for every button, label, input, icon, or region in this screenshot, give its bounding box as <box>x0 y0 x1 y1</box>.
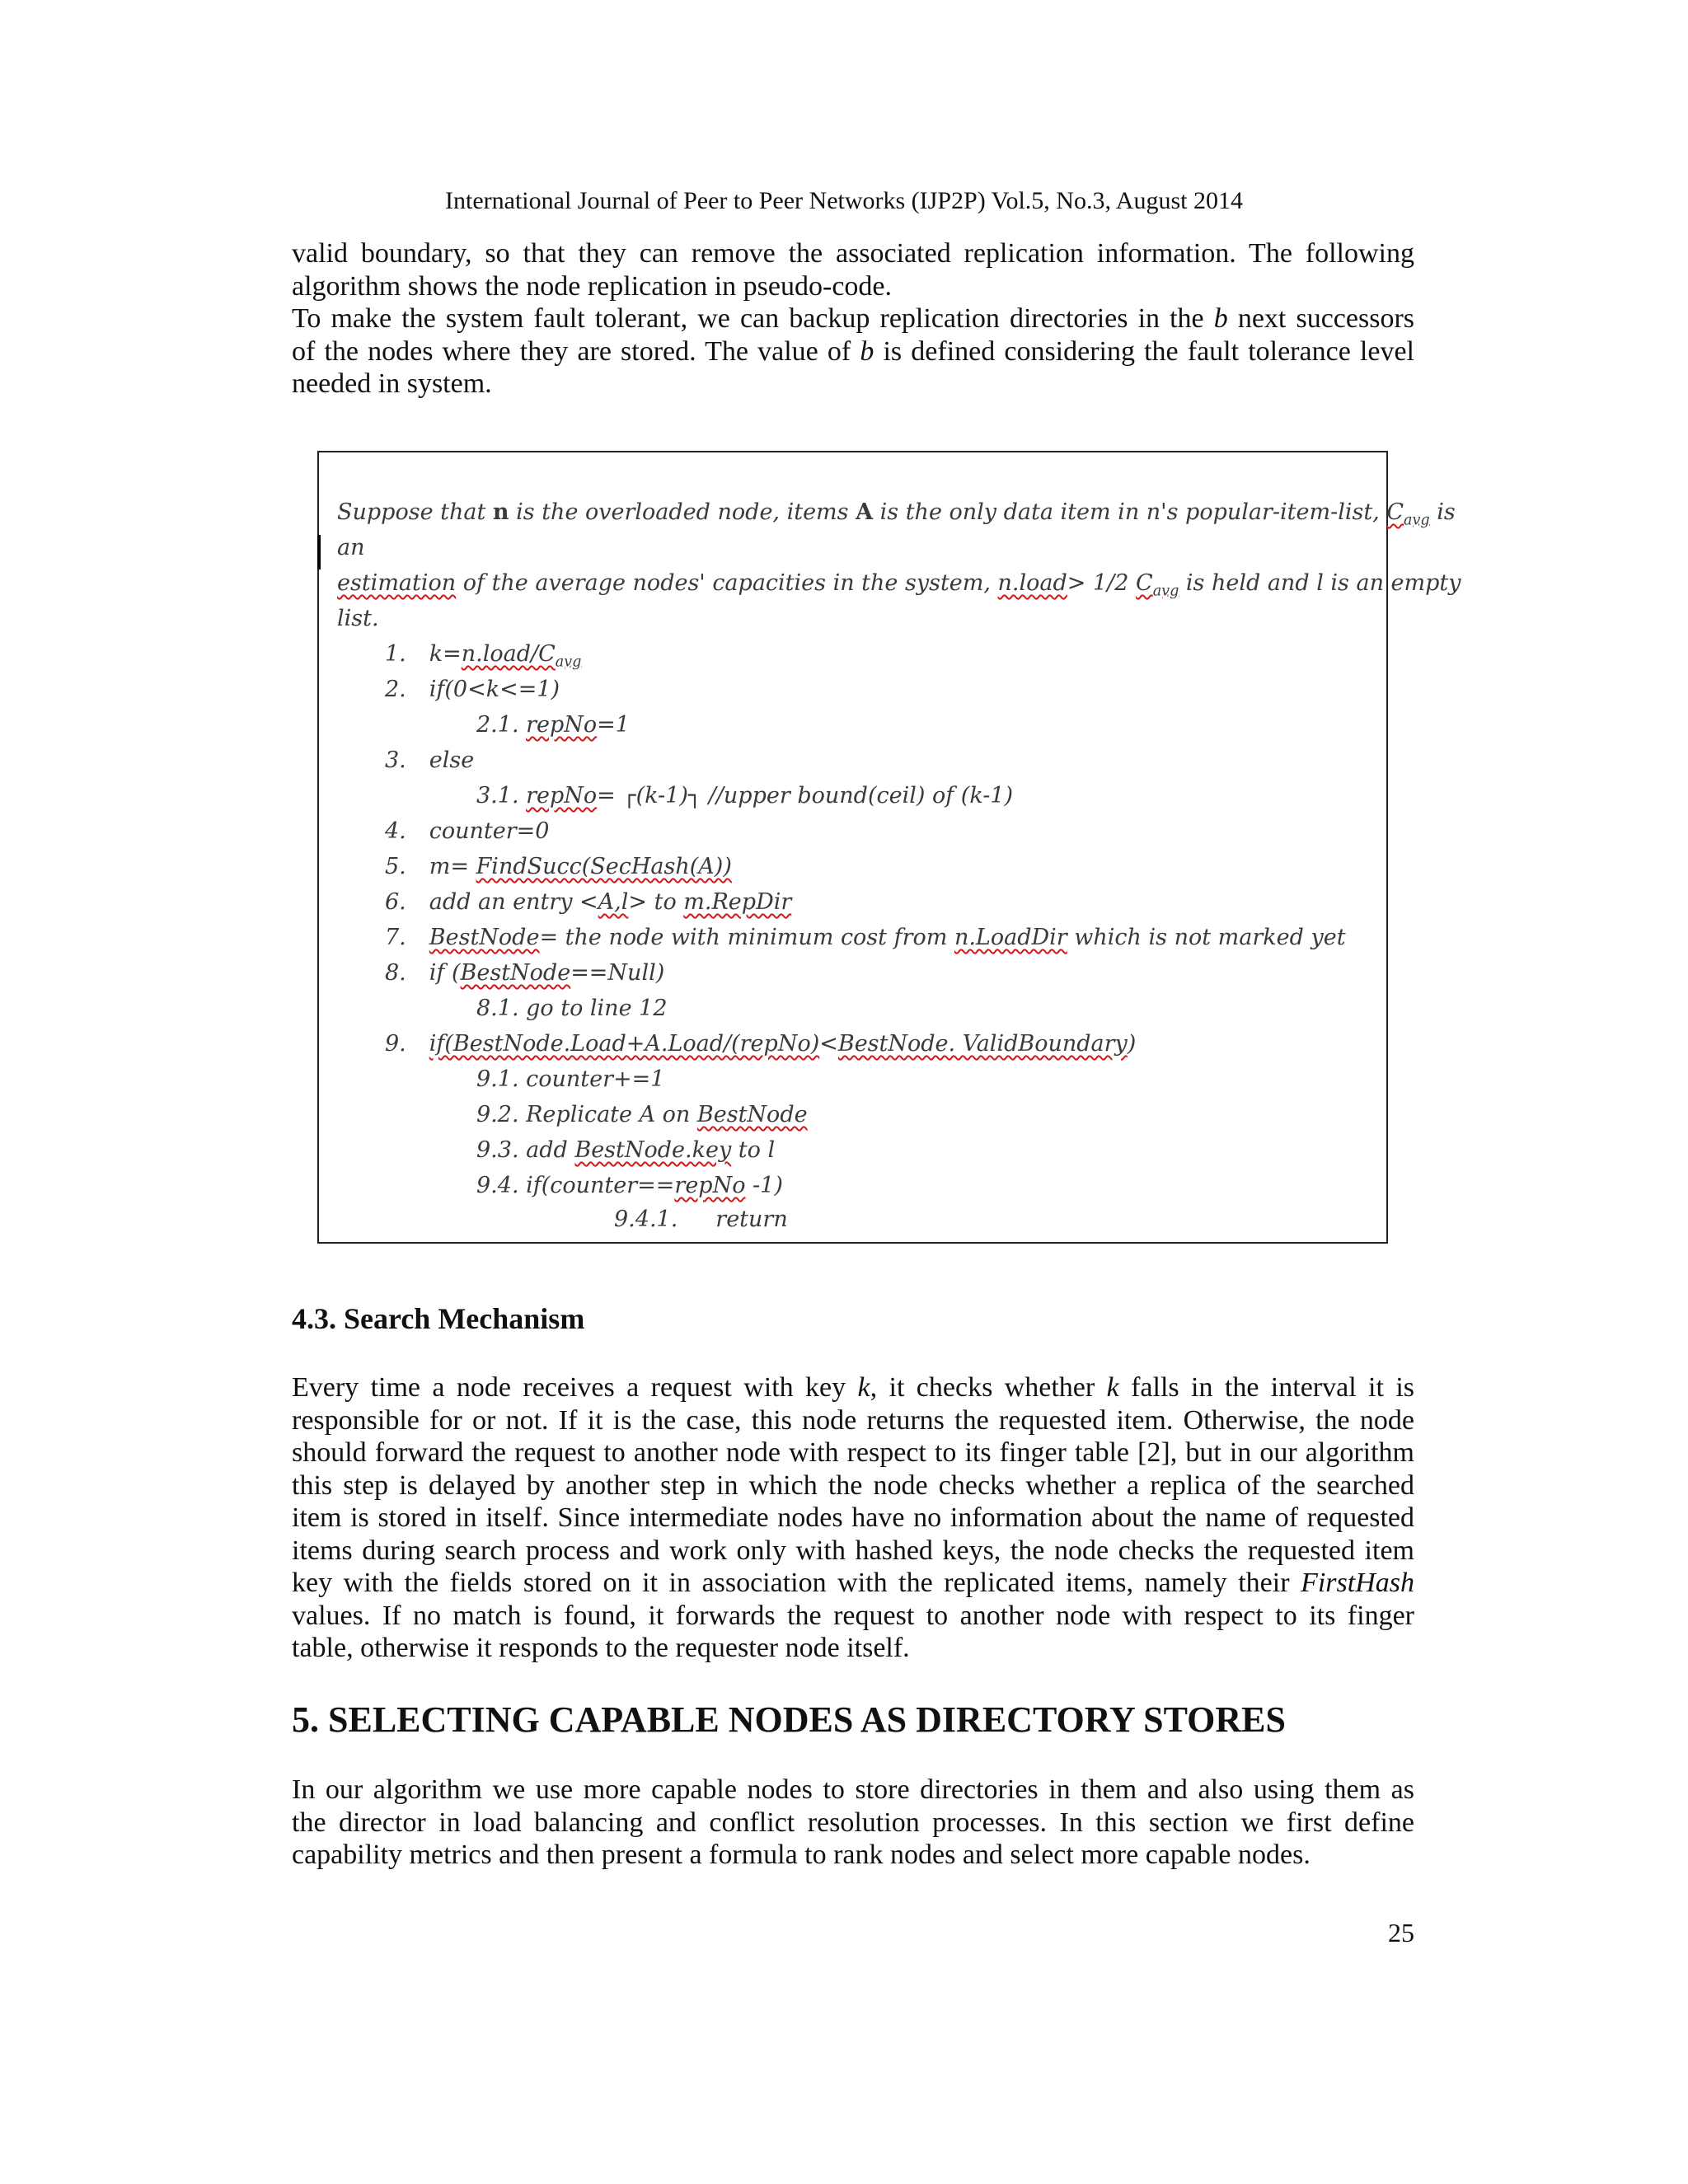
running-header: International Journal of Peer to Peer Networks (IJP2P) Vol.5, No.3, August 2014 <box>445 187 1243 214</box>
intro-line-1: valid boundary, so that they can remove the associated replication information. The following <box>292 238 1414 269</box>
algo-premise-line-1: Suppose that n is the overloaded node, items A is the only data item in n's popular-item-list, $C_{avg}$ is <box>337 499 1456 529</box>
algo-premise-line-2: an <box>337 535 365 560</box>
text-cursor <box>317 535 321 569</box>
intro-line-2: algorithm shows the node replication in pseudo-code. <box>292 270 892 302</box>
s43-line-9: table, otherwise it responds to the requester node itself. <box>292 1633 910 1663</box>
page-number: 25 <box>1388 1918 1414 1947</box>
s5-line-1: In our algorithm we use more capable nodes to store directories in them and also using them as <box>292 1774 1414 1805</box>
algo-step-5: 5. m= FindSucc(SecHash(A)) <box>385 854 732 879</box>
s43-line-7: key with the fields stored on it in association with the replicated items, namely their FirstHash <box>292 1568 1414 1598</box>
intro-paragraph <box>292 237 1414 401</box>
algo-step-2-1: 2.1. repNo=1 <box>476 712 630 738</box>
s5-line-3: capability metrics and then present a formula to rank nodes and select more capable nodes. <box>292 1840 1311 1870</box>
algo-step-8: 8. if (BestNode==Null) <box>385 960 665 986</box>
algo-step-7: 7. BestNode= the node with minimum cost from n.LoadDir which is not marked yet <box>385 925 1346 950</box>
algo-step-8-1: 8.1. go to line 12 <box>476 996 668 1021</box>
algo-step-9-4-1: 9.4.1. return <box>614 1207 788 1232</box>
algo-step-6: 6. add an entry <A,l> to m.RepDir <box>385 889 792 915</box>
algo-step-9-4: 9.4. if(counter==repNo -1) <box>476 1173 783 1198</box>
s43-line-2: responsible for or not. If it is the case, this node returns the requested item. Otherwise, the node <box>292 1404 1414 1436</box>
section-5-heading: 5. SELECTING CAPABLE NODES AS DIRECTORY STORES <box>292 1699 1286 1740</box>
s43-line-8: values. If no match is found, it forwards the request to another node with respect to its finger <box>292 1600 1414 1631</box>
intro-line-4: of the nodes where they are stored. The value of b is defined considering the fault tolerance level <box>292 335 1414 367</box>
s43-line-3: should forward the request to another node with respect to its finger table [2], but in our algorithm <box>292 1437 1414 1468</box>
algo-step-2: 2. if(0<k<=1) <box>385 677 560 702</box>
algo-step-1: 1. $k=n.load/C_{avg}$ <box>385 641 582 671</box>
algo-premise-line-4: list. <box>337 606 379 631</box>
s43-line-5: item is stored in itself. Since intermediate nodes have no information about the name of requested <box>292 1502 1414 1533</box>
algo-step-9-1: 9.1. counter+=1 <box>476 1066 665 1092</box>
s43-line-4: this step is delayed by another step in which the node checks whether a replica of the searched <box>292 1469 1414 1501</box>
algo-step-3: 3. else <box>385 748 475 773</box>
s43-line-6: items during search process and work only with hashed keys, the node checks the requested item <box>292 1535 1414 1566</box>
algo-step-9-2: 9.2. Replicate A on BestNode <box>476 1102 808 1127</box>
algorithm-figure <box>317 451 1461 1244</box>
section-4-3-paragraph <box>292 1371 1414 1665</box>
s5-line-2: the director in load balancing and conflict resolution processes. In this section we first define <box>292 1807 1414 1838</box>
algo-step-3-1: 3.1. repNo= ┌(k-1)┐ //upper bound(ceil) of (k-1) <box>476 783 1014 808</box>
intro-line-3: To make the system fault tolerant, we can backup replication directories in the b next successors <box>292 303 1414 334</box>
algo-step-9-3: 9.3. add BestNode.key to l <box>476 1137 776 1163</box>
algo-step-4: 4. counter=0 <box>385 818 550 844</box>
section-5-paragraph <box>292 1774 1414 1872</box>
s43-line-1: Every time a node receives a request with key k, it checks whether k falls in the interval it is <box>292 1372 1415 1403</box>
algo-step-9: 9. if(BestNode.Load+A.Load/(repNo)<BestNode. ValidBoundary) <box>385 1031 1137 1057</box>
intro-line-5: needed in system. <box>292 368 492 399</box>
algo-premise-line-3: estimation of the average nodes' capacities in the system, n.load> 1/2 $C_{avg}$ is held and l is an empty <box>337 570 1461 600</box>
section-4-3-heading: 4.3. Search Mechanism <box>292 1302 585 1335</box>
